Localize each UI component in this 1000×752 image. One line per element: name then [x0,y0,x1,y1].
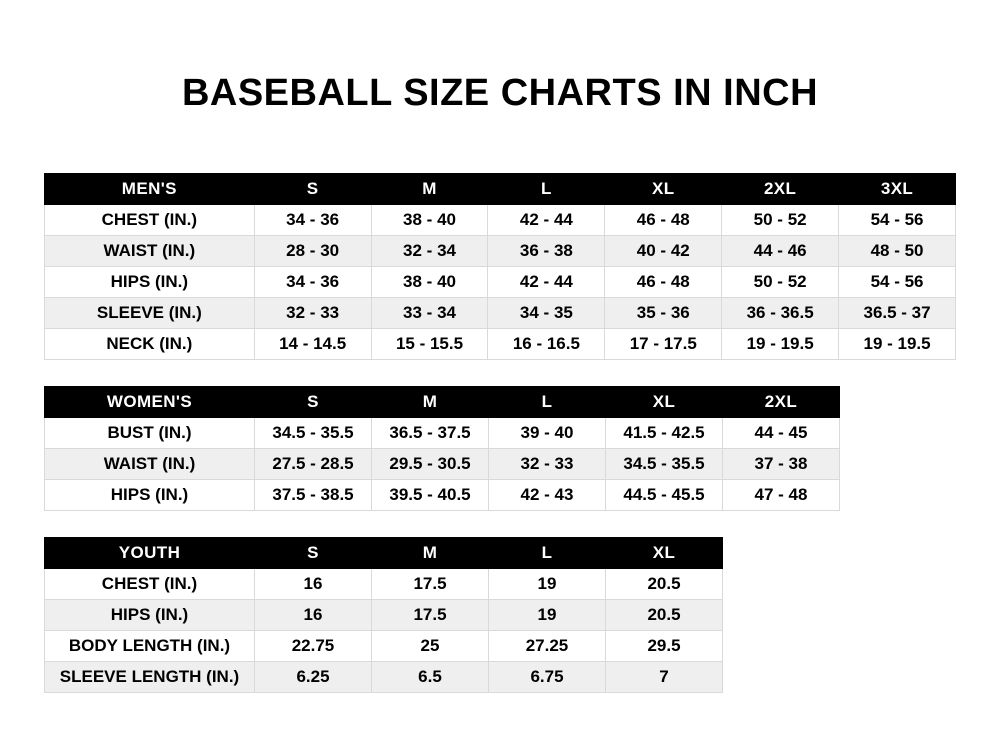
page-title: BASEBALL SIZE CHARTS IN INCH [181,72,819,114]
column-header: L [489,538,606,569]
table-cell: 34 - 36 [254,267,371,298]
table-cell: 37.5 - 38.5 [255,480,372,511]
table-row [45,631,723,662]
table-cell: 38 - 40 [371,205,488,236]
row-header: CHEST (IN.) [45,205,255,236]
womens-size-table [44,386,840,511]
table-cell: 27.5 - 28.5 [255,449,372,480]
table-row [45,569,723,600]
table-cell: 48 - 50 [839,236,956,267]
column-header: S [255,387,372,418]
table-cell: 17.5 [372,569,489,600]
column-header: L [488,174,605,205]
table-cell: 34 - 36 [254,205,371,236]
row-header: CHEST (IN.) [45,569,255,600]
row-header: HIPS (IN.) [45,600,255,631]
table-cell: 42 - 43 [489,480,606,511]
table-row [45,298,956,329]
table-cell: 44 - 46 [722,236,839,267]
table-cell: 34.5 - 35.5 [606,449,723,480]
column-header: XL [606,538,723,569]
column-header: M [372,387,489,418]
table-cell: 32 - 34 [371,236,488,267]
table-row [45,449,840,480]
column-header: L [489,387,606,418]
table-cell: 44 - 45 [723,418,840,449]
row-header: WAIST (IN.) [45,449,255,480]
table-row [45,662,723,693]
table-cell: 20.5 [606,600,723,631]
table-cell: 6.25 [255,662,372,693]
table-cell: 15 - 15.5 [371,329,488,360]
row-header: BODY LENGTH (IN.) [45,631,255,662]
row-header: WAIST (IN.) [45,236,255,267]
table-cell: 27.25 [489,631,606,662]
table-row [45,418,840,449]
table-row [45,267,956,298]
table-cell: 7 [606,662,723,693]
table-cell: 28 - 30 [254,236,371,267]
column-header: YOUTH [45,538,255,569]
row-header: BUST (IN.) [45,418,255,449]
table-cell: 34 - 35 [488,298,605,329]
table-row [45,236,956,267]
table-cell: 17.5 [372,600,489,631]
column-header: 3XL [839,174,956,205]
table-cell: 36 - 36.5 [722,298,839,329]
table-cell: 6.5 [372,662,489,693]
table-cell: 19 - 19.5 [839,329,956,360]
table-cell: 54 - 56 [839,267,956,298]
row-header: NECK (IN.) [45,329,255,360]
table-cell: 29.5 - 30.5 [372,449,489,480]
table-header-row [45,174,956,205]
table-row [45,480,840,511]
table-cell: 36.5 - 37 [839,298,956,329]
table-cell: 19 [489,569,606,600]
table-cell: 42 - 44 [488,267,605,298]
table-cell: 36.5 - 37.5 [372,418,489,449]
table-cell: 39.5 - 40.5 [372,480,489,511]
mens-size-table [44,173,956,360]
table-cell: 50 - 52 [722,267,839,298]
table-cell: 41.5 - 42.5 [606,418,723,449]
table-cell: 6.75 [489,662,606,693]
column-header: S [255,538,372,569]
column-header: 2XL [723,387,840,418]
table-cell: 47 - 48 [723,480,840,511]
row-header: SLEEVE (IN.) [45,298,255,329]
row-header: HIPS (IN.) [45,480,255,511]
table-cell: 20.5 [606,569,723,600]
table-cell: 25 [372,631,489,662]
column-header: XL [605,174,722,205]
table-cell: 16 [255,569,372,600]
row-header: SLEEVE LENGTH (IN.) [45,662,255,693]
table-cell: 32 - 33 [254,298,371,329]
table-cell: 16 [255,600,372,631]
table-cell: 34.5 - 35.5 [255,418,372,449]
table-row [45,600,723,631]
youth-size-table [44,537,723,693]
table-cell: 40 - 42 [605,236,722,267]
column-header: 2XL [722,174,839,205]
column-header: MEN'S [45,174,255,205]
size-tables-container [0,173,1000,693]
column-header: WOMEN'S [45,387,255,418]
table-cell: 16 - 16.5 [488,329,605,360]
table-cell: 54 - 56 [839,205,956,236]
table-cell: 29.5 [606,631,723,662]
table-cell: 32 - 33 [489,449,606,480]
table-cell: 46 - 48 [605,205,722,236]
table-cell: 39 - 40 [489,418,606,449]
table-row [45,205,956,236]
column-header: XL [606,387,723,418]
table-cell: 22.75 [255,631,372,662]
table-cell: 36 - 38 [488,236,605,267]
table-cell: 46 - 48 [605,267,722,298]
table-cell: 33 - 34 [371,298,488,329]
column-header: M [371,174,488,205]
column-header: S [254,174,371,205]
table-cell: 19 [489,600,606,631]
table-cell: 35 - 36 [605,298,722,329]
table-cell: 38 - 40 [371,267,488,298]
table-cell: 19 - 19.5 [722,329,839,360]
column-header: M [372,538,489,569]
table-header-row [45,387,840,418]
table-cell: 50 - 52 [722,205,839,236]
table-cell: 14 - 14.5 [254,329,371,360]
table-cell: 17 - 17.5 [605,329,722,360]
table-header-row [45,538,723,569]
table-cell: 42 - 44 [488,205,605,236]
row-header: HIPS (IN.) [45,267,255,298]
table-row [45,329,956,360]
table-cell: 44.5 - 45.5 [606,480,723,511]
table-cell: 37 - 38 [723,449,840,480]
